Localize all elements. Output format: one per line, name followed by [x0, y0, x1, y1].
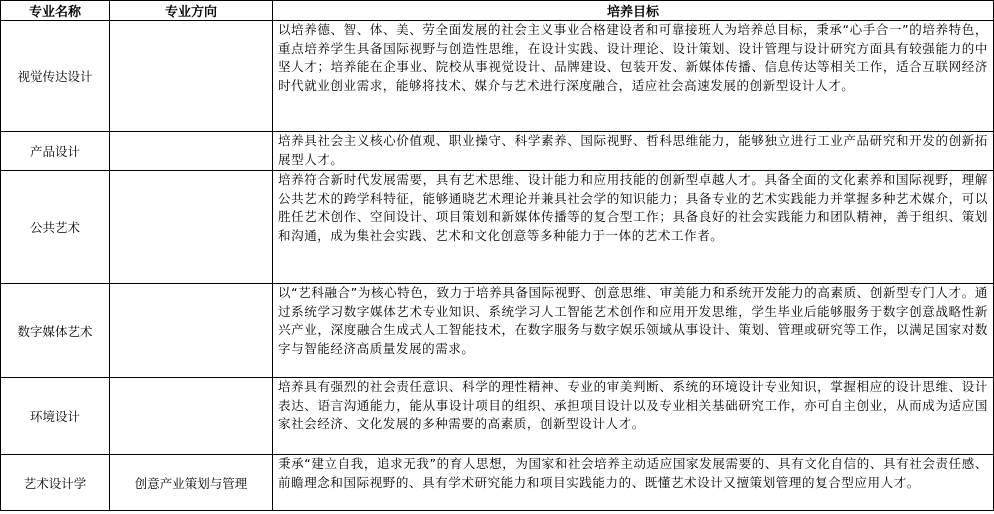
major-direction [110, 132, 273, 171]
major-direction [110, 21, 273, 132]
major-name: 视觉传达设计 [1, 21, 110, 132]
training-goal: 秉承“建立自我，追求无我”的育人思想，为国家和社会培养主动适应国家发展需要的、具有文化自信的、具有社会责任感、前瞻理念和国际视野的、具有学术研究能力和项目实践能力的、既懂艺术设计又擅策划管理的复合型应用人才。 [273, 455, 994, 511]
major-name: 艺术设计学 [1, 455, 110, 511]
training-goal: 培养具社会主义核心价值观、职业操守、科学素养、国际视野、哲科思维能力，能够独立进行工业产品研究和开发的创新拓展型人才。 [273, 132, 994, 171]
major-direction [110, 171, 273, 284]
training-goal: 培养具有强烈的社会责任意识、科学的理性精神、专业的审美判断、系统的环境设计专业知识，掌握相应的设计思维、设计表达、语言沟通能力，能从事设计项目的组织、承担项目设计以及专业相关基础研究工作，亦可自主创业，从而成为适应国家社会经济、文化发展的多种需要的高素质，创新型设计人才。 [273, 378, 994, 455]
table-row [1, 132, 994, 171]
major-direction [110, 284, 273, 378]
header-training-goal: 培养目标 [273, 1, 994, 21]
table-row [1, 171, 994, 284]
table-row [1, 455, 994, 511]
header-major-direction: 专业方向 [110, 1, 273, 21]
major-name: 数字媒体艺术 [1, 284, 110, 378]
training-goal: 培养符合新时代发展需要，具有艺术思维、设计能力和应用技能的创新型卓越人才。具备全面的文化素养和国际视野，理解公共艺术的跨学科特征，能够通晓艺术理论并兼具社会学的知识能力；具备专业的艺术实践能力并掌握多种艺术媒介，可以胜任艺术创作、空间设计、项目策划和新媒体传播等的复合型工作；具备良好的社会实践能力和团队精神，善于组织、策划和沟通，成为集社会实践、艺术和文化创意等多种能力于一体的艺术工作者。 [273, 171, 994, 284]
major-name: 产品设计 [1, 132, 110, 171]
table-row [1, 378, 994, 455]
table-row [1, 21, 994, 132]
training-goal: 以培养德、智、体、美、劳全面发展的社会主义事业合格建设者和可靠接班人为培养总目标，秉承“心手合一”的培养特色，重点培养学生具备国际视野与创造性思维，在设计实践、设计理论、设计策划、设计管理与设计研究方面具有较强能力的中坚人才；培养能在企事业、院校从事视觉设计、品牌建设、包装开发、新媒体传播、信息传达等相关工作，适合互联网经济时代就业创业需求，能够将技术、媒介与艺术进行深度融合，适应社会高速发展的创新型设计人才。 [273, 21, 994, 132]
major-name: 环境设计 [1, 378, 110, 455]
major-name: 公共艺术 [1, 171, 110, 284]
header-row [1, 1, 994, 21]
major-direction [110, 378, 273, 455]
training-goal: 以“艺科融合”为核心特色，致力于培养具备国际视野、创意思维、审美能力和系统开发能力的高素质、创新型专门人才。通过系统学习数字媒体艺术专业知识、系统学习人工智能艺术创作和应用开发思维，学生毕业后能够服务于数字创意战略性新兴产业，深度融合生成式人工智能技术，在数字服务与数字娱乐领域从事设计、策划、管理或研究等工作，以满足国家对数字与智能经济高质量发展的需求。 [273, 284, 994, 378]
header-major-name: 专业名称 [1, 1, 110, 21]
major-direction: 创意产业策划与管理 [110, 455, 273, 511]
table-row [1, 284, 994, 378]
